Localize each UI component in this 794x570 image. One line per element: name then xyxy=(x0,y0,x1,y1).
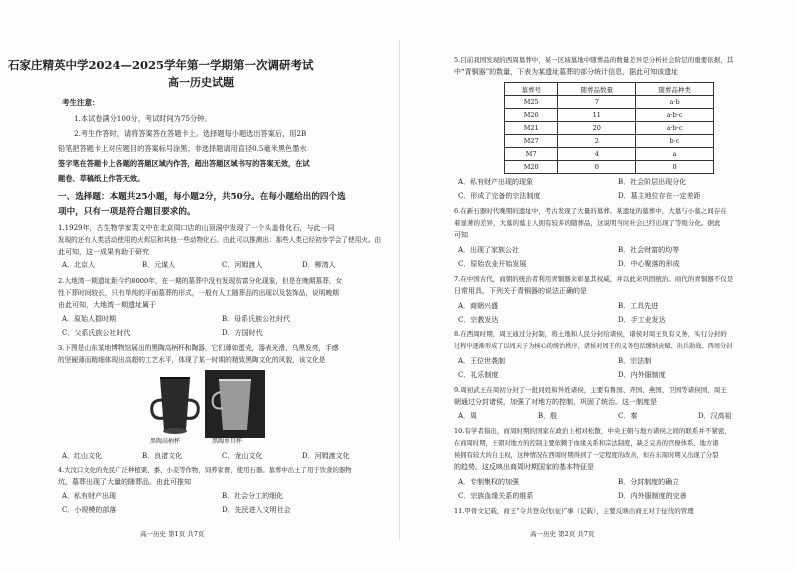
table-cell: M20 xyxy=(505,161,558,174)
q9-option-a[interactable]: A．周 xyxy=(458,412,478,420)
table-cell: a·b·c xyxy=(636,109,714,122)
table-row xyxy=(505,96,714,109)
q1-option-d[interactable]: D．柳湾人 xyxy=(302,261,336,269)
q6-option-b[interactable]: B．社会财富的均等 xyxy=(618,246,680,254)
table-cell: 7 xyxy=(558,96,636,109)
notice-item-2b: 铅笔把答题卡上对应题目的答案标号涂黑；非选择题请用直径0.5毫米黑色墨水 xyxy=(58,144,307,153)
q3-image-caption-2: 黑陶单耳杯 xyxy=(212,438,243,445)
q8-option-c[interactable]: C．礼乐制度 xyxy=(458,371,499,379)
q10-option-d[interactable]: D．内外服制度的完善 xyxy=(618,492,687,500)
notice-label: 考生注意： xyxy=(62,98,100,107)
notice-item-2a: 2.考生作答时，请将答案答在答题卡上。选择题每小题选出答案后，用2B xyxy=(74,129,307,138)
q7-option-b[interactable]: B．工具先进 xyxy=(618,302,659,310)
q1-option-b[interactable]: B．元谋人 xyxy=(142,261,176,269)
q2-option-c[interactable]: C．父系氏族公社时代 xyxy=(62,329,131,337)
q9-stem-line-1: 9.周初武王在周初分封了一批同姓和异姓诸侯，主要有鲁国、齐国、燕国、卫国等诸侯国，周王 xyxy=(454,386,727,394)
q9-option-c[interactable]: C．秦 xyxy=(618,412,638,420)
q3-image-caption-1: 黑陶高柄杯 xyxy=(150,438,181,445)
q1-option-c[interactable]: C．河姆渡人 xyxy=(222,261,263,269)
black-pottery-jar-image xyxy=(205,370,265,438)
table-cell: 4 xyxy=(558,148,636,161)
q2-stem-line-3: 由此可知，大地湾一期遗址属于 xyxy=(58,301,156,309)
table-header-cell: 随葬品数量 xyxy=(558,83,636,96)
q1-stem-line-1: 1.1929年，古生物学家裴文中在北京周口店的山顶洞中发现了一个头盖骨化石，与此一同 xyxy=(58,224,335,232)
q8-option-d[interactable]: D．内外服制度 xyxy=(618,371,666,379)
table-row xyxy=(505,122,714,135)
q10-option-c[interactable]: C．宗族血缘关系的维系 xyxy=(458,492,534,500)
q3-option-d[interactable]: D．河姆渡文化 xyxy=(302,452,350,460)
table-cell: 0 xyxy=(636,161,714,174)
q2-stem-line-2: 性下葬时间较长，只有单纯的平面墓葬的形式，一般有人工随葬品的出现以及装饰品，说明晚期 xyxy=(58,289,339,297)
q7-option-a[interactable]: A．商朝兴盛 xyxy=(458,302,499,310)
q4-option-c[interactable]: C．小规模的部落 xyxy=(62,506,117,514)
q10-stem-line-4: 的趋势。这反映出商周时期国家的基本特征是 xyxy=(454,463,594,471)
q9-stem-line-2: 朝通过分封诸侯，加强了对地方的控制，巩固了统治。这一制度是 xyxy=(454,398,657,406)
exam-subtitle: 高一历史试题 xyxy=(168,76,234,89)
footer-right-page-number: 高一历史 第2页 共7页 xyxy=(530,530,595,538)
table-row xyxy=(505,148,714,161)
q5-stem-line-2: 中“青铜器”的数量，下表为某遗址墓葬的部分统计信息，据此可知该遗址 xyxy=(454,68,679,76)
table-cell: a·b·c xyxy=(636,122,714,135)
q7-option-c[interactable]: C．宗教发达 xyxy=(458,316,499,324)
q4-stem-line-1: 4.大汶口文化的先民广泛种植粟、黍、小麦等作物，饲养家畜，使用石器。墓葬中出土了用于饮食的器物 xyxy=(58,466,352,474)
q6-stem-line-1: 6.在新石器时代晚期的遗址中，考古发现了大量的墓葬。某遗址的墓葬中，大墓与小墓之间存在 xyxy=(454,207,727,215)
q3-stem-line-1: 3.下图是山东某地博物馆展出的黑陶高柄杯和陶器，它们薄如蛋壳，器表光滑，乌黑发亮，手感 xyxy=(58,344,339,352)
q10-stem-line-2: 在商周时期，王朝对地方的控制主要依赖于血缘关系和宗法制度，缺乏完善的官僚体系，地方诸 xyxy=(454,440,719,447)
notice-item-1: 1.本试卷满分100分，考试时间为75分钟。 xyxy=(74,114,212,123)
q3-stem-line-2: 的坚硬薄而精细体现出高超的工艺水平，体现了某一时期的精致黑陶文化的风貌，该文化是 xyxy=(58,356,326,364)
q9-option-d[interactable]: D．汉高祖 xyxy=(698,412,732,420)
q8-stem-line-2: 过程中逐渐形成了以周天子为核心的统治秩序，诸侯对周王的义务包括缴纳贡赋、出兵助战。西周分封 xyxy=(454,343,733,350)
q5-option-b[interactable]: B．社会阶层出现分化 xyxy=(618,178,687,186)
table-cell: M27 xyxy=(505,135,558,148)
table-cell: M25 xyxy=(505,96,558,109)
table-row xyxy=(505,161,714,174)
q8-option-a[interactable]: A．王位世袭制 xyxy=(458,357,506,365)
q4-option-a[interactable]: A．私有财产出现 xyxy=(62,492,117,500)
exam-title: 石家庄精英中学2024—2025学年第一学期第一次调研考试 xyxy=(8,58,314,72)
section-1-heading-line-1: 一、选择题：本题共25小题，每小题2分，共50分。在每小题给出的四个选 xyxy=(58,192,346,202)
q5-option-c[interactable]: C．形成了完备的宗法制度 xyxy=(458,192,541,200)
notice-item-2d: 题卷、草稿纸上作答无效。 xyxy=(58,174,145,183)
table-cell: 20 xyxy=(558,122,636,135)
q4-option-b[interactable]: B．社会分工的细化 xyxy=(222,492,284,500)
q5-option-d[interactable]: D．墓主地位存在一定差距 xyxy=(618,192,701,200)
right-page xyxy=(400,0,794,570)
table-header-cell: 墓葬号 xyxy=(505,83,558,96)
q2-stem-line-1: 2.大地湾一期遗址距今约8000年，在一期的墓葬中没有发现贫富分化现象，但是在晚期墓葬，女 xyxy=(58,277,343,285)
q10-option-a[interactable]: A．专制集权的加强 xyxy=(458,478,520,486)
q4-option-d[interactable]: D．先民进入文明社会 xyxy=(222,506,291,514)
q8-stem-line-1: 8.在西周时期，周王通过分封制，将土地和人民分封给诸侯，诸侯对周王负有义务，实行分封的 xyxy=(454,330,727,338)
table-cell: 0 xyxy=(558,161,636,174)
q10-option-b[interactable]: B．分封制度的确立 xyxy=(618,478,680,486)
q3-option-a[interactable]: A．红山文化 xyxy=(62,452,103,460)
table-row xyxy=(505,109,714,122)
q7-option-d[interactable]: D．手工业发达 xyxy=(618,316,666,324)
table-cell: 2 xyxy=(558,135,636,148)
q7-stem-line-1: 7.在中国古代，商朝的统治者利用青铜器来彰显其权威，并以此来巩固统治。商代的青铜器不仅是 xyxy=(454,275,734,283)
q6-option-c[interactable]: C．原始农业开始发展 xyxy=(458,260,527,268)
q3-option-b[interactable]: B．良渚文化 xyxy=(142,452,183,460)
section-1-heading-line-2: 项中，只有一项是符合题目要求的。 xyxy=(58,207,196,217)
q4-stem-line-2: 坑，墓葬出现了大量的随葬品。由此可推知 xyxy=(58,478,191,486)
q7-stem-line-2: 日常用具，下列关于青铜器的说法正确的是 xyxy=(454,287,587,295)
q11-stem-line-1: 11.甲骨文记载，商王“令共登众伐(征)”事（记载），主要反映出商王对于征伐的管理 xyxy=(454,507,694,515)
q9-option-b[interactable]: B．殷 xyxy=(538,412,558,420)
table-header-cell: 随葬品种类 xyxy=(636,83,714,96)
table-cell: M7 xyxy=(505,148,558,161)
q6-option-a[interactable]: A．出现了家族公社 xyxy=(458,246,520,254)
q6-stem-line-3: 可知 xyxy=(454,231,468,239)
q2-option-a[interactable]: A．原始人群时期 xyxy=(62,315,117,323)
q3-option-c[interactable]: C．龙山文化 xyxy=(222,452,263,460)
table-cell: M26 xyxy=(505,109,558,122)
q1-stem-line-2: 发现的还有人类活动使用的火烬层和其他一些动物化石。由此可以推测出：那些人类已经初步学会了使用火。由 xyxy=(58,236,382,244)
q8-option-b[interactable]: B．宗法制 xyxy=(618,357,652,365)
q5-option-a[interactable]: A．私有财产出现的现象 xyxy=(458,178,534,186)
table-header-row xyxy=(505,83,714,96)
q2-option-b[interactable]: B．母系氏族公社时代 xyxy=(222,315,291,323)
q6-option-d[interactable]: D．中心聚落的形成 xyxy=(618,260,680,268)
table-cell: b·c xyxy=(636,135,714,148)
table-cell: a xyxy=(636,148,714,161)
table-row xyxy=(505,135,714,148)
q5-stem-line-1: 5.目前我国发现的西周墓葬中，某一区域墓地中随葬品的数量差异是分析社会阶层的重要依据，其 xyxy=(454,56,734,64)
notice-item-2c: 签字笔在答题卡上各题的答题区域内作答，超出答题区域书写的答案无效，在试 xyxy=(58,159,310,168)
q10-stem-line-3: 侯拥有较大的自主权，这种情况在西周时期得到了一定程度的改善，但在东周时期又出现了分裂 xyxy=(454,452,719,459)
q1-option-a[interactable]: A．北京人 xyxy=(62,261,96,269)
black-pottery-cup-image xyxy=(140,370,210,438)
footer-left-page-number: 高一历史 第1页 共7页 xyxy=(140,530,205,538)
q1-stem-line-3: 此可知，这一成果有助于研究 xyxy=(58,248,149,256)
q2-option-d[interactable]: D．方国时代 xyxy=(222,329,263,337)
table-cell: a·b xyxy=(636,96,714,109)
table-cell: M21 xyxy=(505,122,558,135)
q5-burial-table xyxy=(504,82,714,174)
q10-stem-line-1: 10.有学者指出，商周时期的国家在政治上相对松散，中央王朝与地方诸侯之间的联系并不紧密， xyxy=(454,427,731,435)
q6-stem-line-2: 着显著的差异，大墓的墓主人拥有较多的随葬品，这说明当时社会已经出现了等级分化。据此 xyxy=(454,219,721,227)
table-cell: 11 xyxy=(558,109,636,122)
